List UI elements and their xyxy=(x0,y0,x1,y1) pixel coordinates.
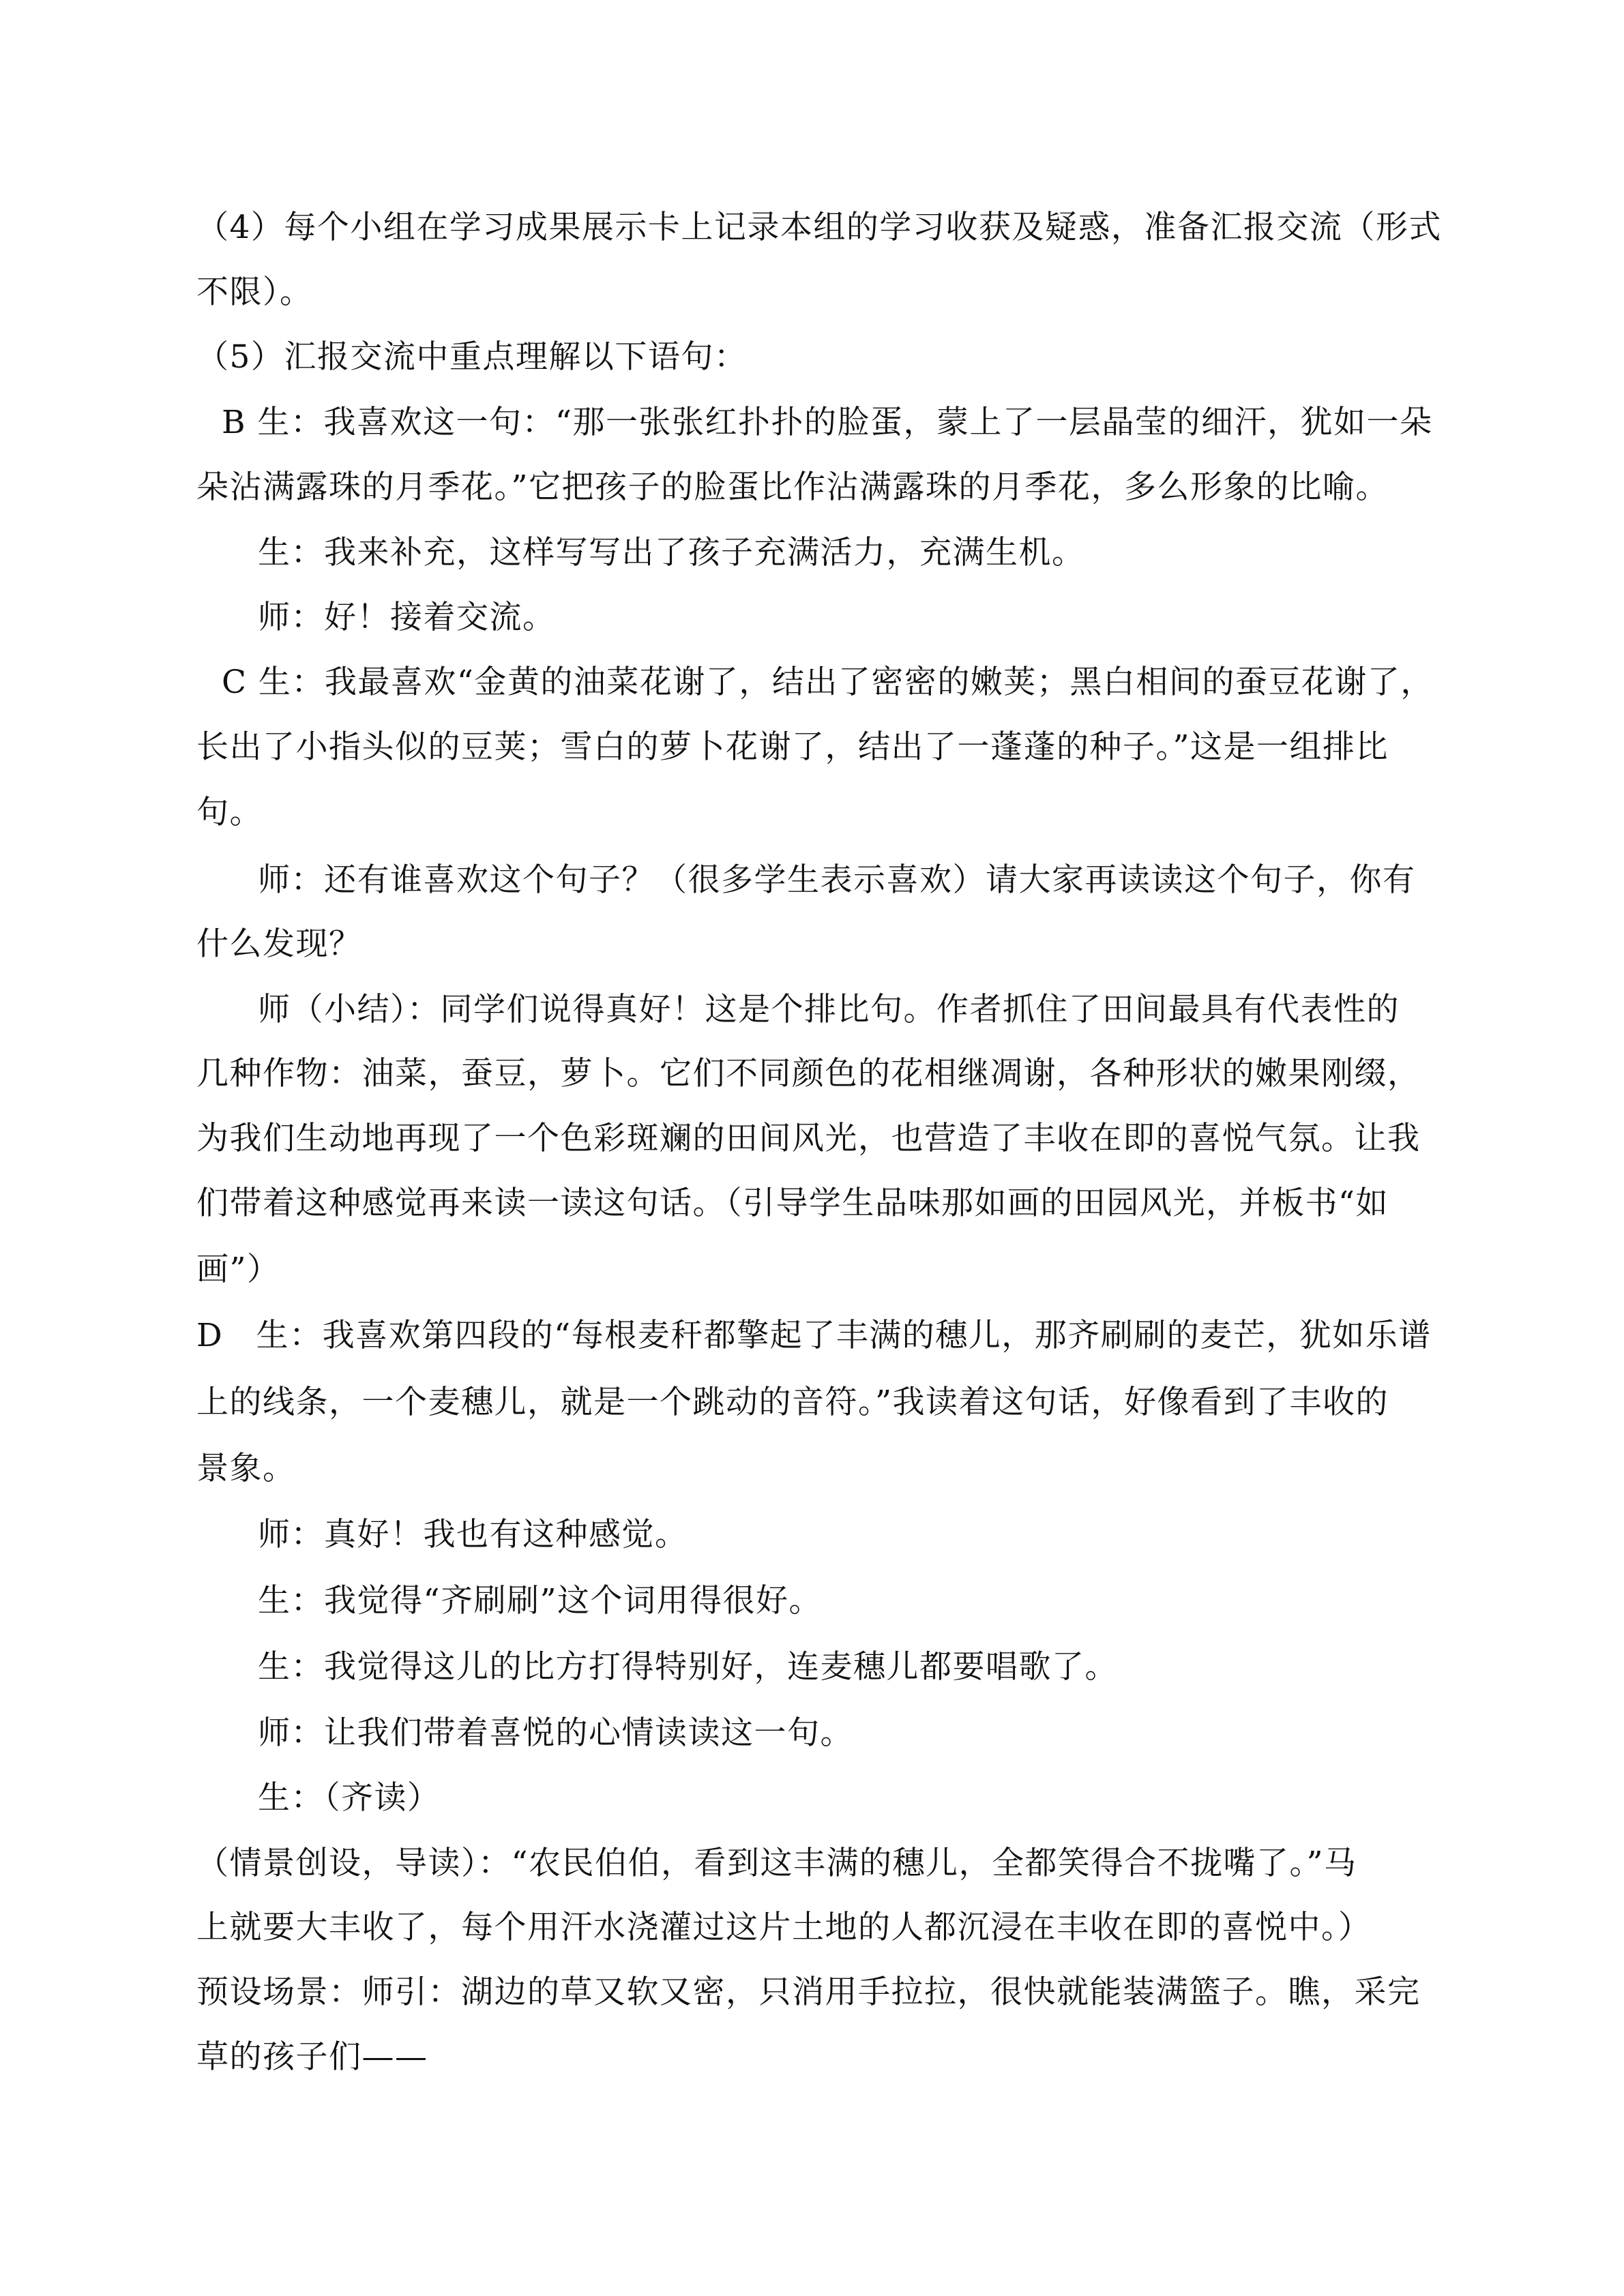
text-line-5: 朵沾满露珠的月季花。”它把孩子的脸蛋比作沾满露珠的月季花，多么形象的比喻。 xyxy=(196,468,1389,506)
text-line-18: D 生：我喜欢第四段的“每根麦秆都擎起了丰满的穗儿，那齐刷刷的麦芒，犹如乐谱 xyxy=(196,1317,1432,1354)
text-line-3: （5）汇报交流中重点理解以下语句： xyxy=(196,338,748,376)
text-line-20: 景象。 xyxy=(196,1450,296,1487)
text-line-9: 长出了小指头似的豆荚；雪白的萝卜花谢了，结出了一蓬蓬的种子。”这是一组排比 xyxy=(196,728,1389,766)
text-line-27: 上就要大丰收了，每个用汗水浇灌过这片土地的人都沉浸在丰收在即的喜悦中。） xyxy=(196,1909,1372,1946)
text-line-28: 预设场景：师引：湖边的草又软又密，只消用手拉拉，很快就能装满篮子。瞧，采完 xyxy=(196,1973,1421,2011)
text-line-29: 草的孩子们—— xyxy=(196,2038,428,2076)
text-line-15: 为我们生动地再现了一个色彩斑斓的田间风光，也营造了丰收在即的喜悦气氛。让我 xyxy=(196,1120,1421,1157)
text-line-23: 生：我觉得这儿的比方打得特别好，连麦穗儿都要唱歌了。 xyxy=(258,1648,1118,1686)
text-line-24: 师：让我们带着喜悦的心情读读这一句。 xyxy=(258,1714,853,1752)
text-line-11: 师：还有谁喜欢这个句子？（很多学生表示喜欢）请大家再读读这个句子，你有 xyxy=(258,861,1416,899)
text-line-26: （情景创设，导读）：“农民伯伯，看到这丰满的穗儿，全都笑得合不拢嘴了。”马 xyxy=(196,1845,1357,1882)
text-line-1: （4）每个小组在学习成果展示卡上记录本组的学习收获及疑惑，准备汇报交流（形式 xyxy=(196,209,1442,246)
text-line-10: 句。 xyxy=(196,794,263,831)
text-line-21: 师：真好！我也有这种感觉。 xyxy=(258,1516,688,1553)
text-line-6: 生：我来补充，这样写写出了孩子充满活力，充满生机。 xyxy=(258,534,1085,571)
text-line-17: 画”） xyxy=(196,1251,280,1288)
text-line-16: 们带着这种感觉再来读一读这句话。（引导学生品味那如画的田园风光，并板书“如 xyxy=(196,1184,1389,1222)
text-line-4: B 生：我喜欢这一句：“那一张张红扑扑的脸蛋，蒙上了一层晶莹的细汗，犹如一朵 xyxy=(222,404,1433,441)
text-line-14: 几种作物：油菜，蚕豆，萝卜。它们不同颜色的花相继凋谢，各种形状的嫩果刚缀， xyxy=(196,1055,1421,1092)
text-line-25: 生：（齐读） xyxy=(258,1779,441,1817)
text-line-22: 生：我觉得“齐刷刷”这个词用得很好。 xyxy=(258,1582,823,1620)
text-line-13: 师（小结）：同学们说得真好！这是个排比句。作者抓住了田间最具有代表性的 xyxy=(258,991,1400,1028)
text-line-12: 什么发现？ xyxy=(196,925,362,963)
text-line-8: C 生：我最喜欢“金黄的油菜花谢了，结出了密密的嫩荚；黑白相间的蚕豆花谢了， xyxy=(222,664,1434,701)
text-line-7: 师：好！接着交流。 xyxy=(258,599,556,636)
text-line-2: 不限）。 xyxy=(196,273,313,311)
text-line-19: 上的线条，一个麦穗儿，就是一个跳动的音符。”我读着这句话，好像看到了丰收的 xyxy=(196,1384,1389,1421)
